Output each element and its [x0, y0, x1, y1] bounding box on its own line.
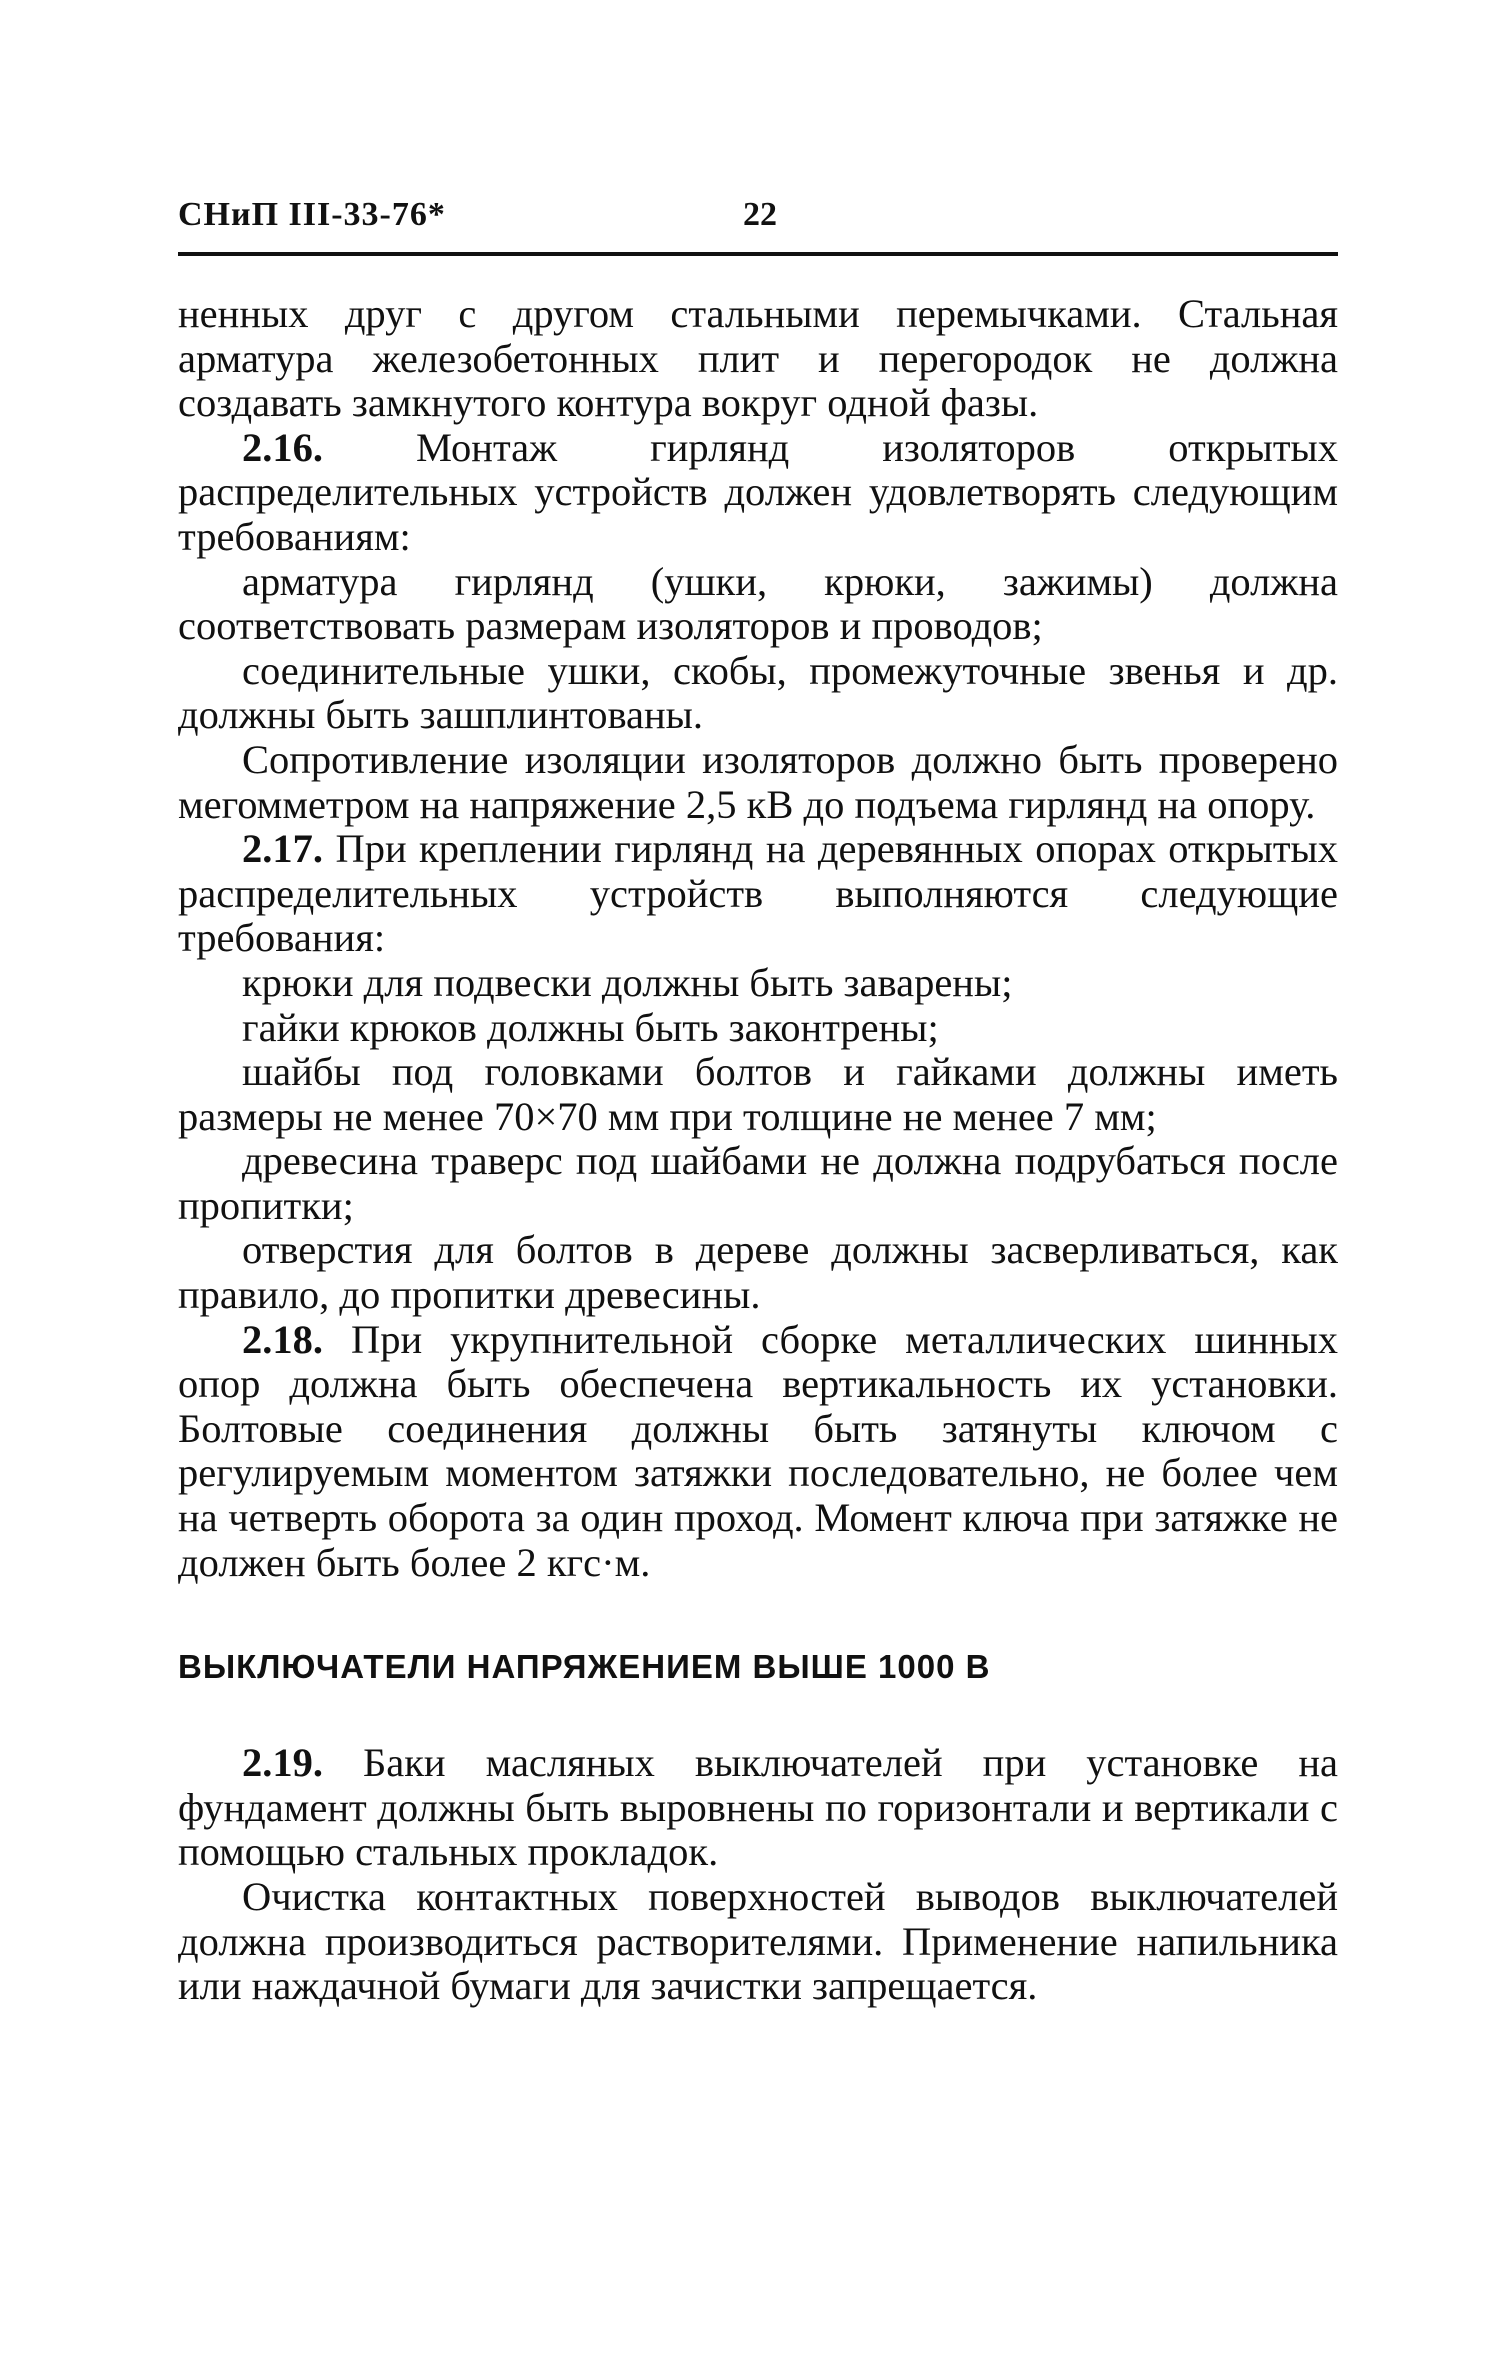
list-item: отверстия для болтов в дереве должны засверливаться, как правило, до пропитки древесины. — [178, 1227, 1338, 1318]
list-item: гайки крюков должны быть законтрены; — [242, 1004, 939, 1050]
clause-number: 2.19. — [242, 1740, 323, 1786]
paragraph-2-18: 2.18. При укрупнительной сборке металлических шинных опор должна быть обеспечена вертикальность их установки. Болтовые соединения должны быть затянуты ключом с регулируемым моментом затяжки последовательно, не более чем на четверть оборота за один проход. Момент ключа при затяжке не должен быть более 2 кгс·м. — [178, 1316, 1338, 1585]
header-rule — [178, 252, 1338, 256]
document-code: СНиП III-33-76* — [178, 196, 446, 233]
list-item: древесина траверс под шайбами не должна подрубаться после пропитки; — [178, 1138, 1338, 1228]
page-header — [178, 196, 1338, 236]
list-item: арматура гирлянд (ушки, крюки, зажимы) должна соответствовать размерам изоляторов и проводов; — [178, 558, 1338, 649]
paragraph: Сопротивление изоляции изоляторов должно быть проверено мегомметром на напряжение 2,5 кВ до подъема гирлянд на опору. — [178, 736, 1338, 827]
list-item: крюки для подвески должны быть заварены; — [242, 959, 1013, 1005]
paragraph: ненных друг с другом стальными перемычками. Стальная арматура железобетонных плит и перегородок не должна создавать замкнутого контура вокруг одной фазы. — [178, 291, 1338, 426]
clause-number: 2.16. — [242, 424, 323, 470]
clause-number: 2.17. — [242, 826, 323, 872]
list-item: соединительные ушки, скобы, промежуточные звенья и др. должны быть зашплинтованы. — [178, 647, 1338, 738]
paragraph-2-19: 2.19. Баки масляных выключателей при установке на фундамент должны быть выровнены по горизонтали и вертикали с помощью стальных прокладок. — [178, 1740, 1338, 1875]
paragraph: Очистка контактных поверхностей выводов выключателей должна производиться растворителями. Применение напильника или наждачной бумаги для зачистки запрещается. — [178, 1874, 1338, 2009]
paragraph-2-16: 2.16. Монтаж гирлянд изоляторов открытых распределительных устройств должен удовлетворять следующим требованиям: — [178, 424, 1338, 559]
clause-number: 2.18. — [242, 1316, 323, 1362]
section-heading: ВЫКЛЮЧАТЕЛИ НАПРЯЖЕНИЕМ ВЫШЕ 1000 В — [178, 1648, 991, 1686]
page-number: 22 — [743, 196, 777, 233]
list-item: шайбы под головками болтов и гайками должны иметь размеры не менее 70×70 мм при толщине не менее 7 мм; — [178, 1049, 1338, 1139]
document-body — [178, 292, 1338, 2009]
paragraph-2-17: 2.17. При креплении гирлянд на деревянных опорах открытых распределительных устройств выполняются следующие требования: — [178, 826, 1338, 961]
